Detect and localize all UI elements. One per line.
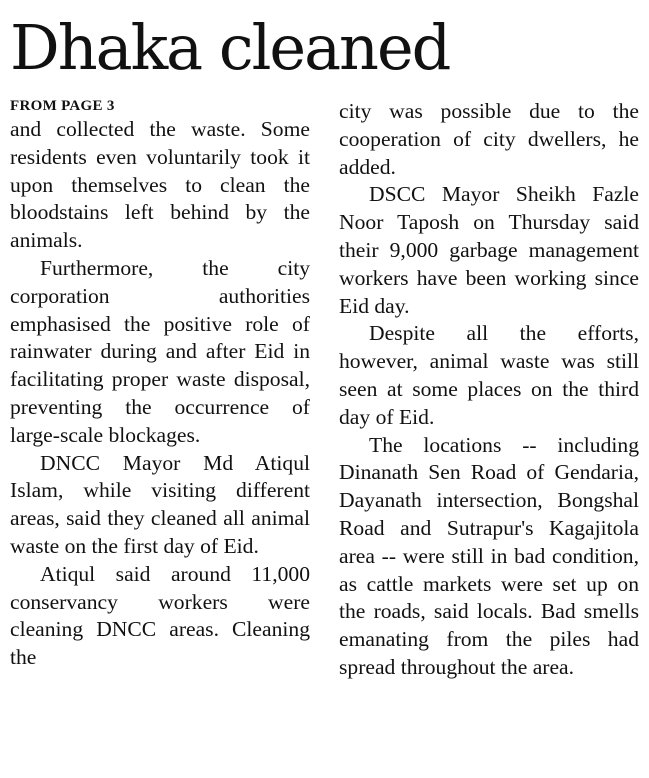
article-column-right [339, 98, 639, 682]
paragraph: Despite all the efforts, however, animal waste was still seen at some places on the third day of Eid. [339, 321, 639, 429]
paragraph: Furthermore, the city corporation authorities emphasised the positive role of rainwater during and after Eid in facilitating proper waste disposal, preventing the occurrence of large-scale blockages. [10, 255, 310, 447]
paragraph: Atiqul said around 11,000 conservancy workers were cleaning DNCC areas. Cleaning the [10, 561, 310, 670]
paragraph: DNCC Mayor Md Atiqul Islam, while visiting different areas, said they cleaned all animal waste on the first day of Eid. [10, 450, 310, 558]
paragraph: and collected the waste. Some residents even voluntarily took it upon themselves to clean the bloodstains left behind by the animals. [10, 117, 310, 253]
paragraph: city was possible due to the cooperation of city dwellers, he added. [339, 99, 639, 179]
jump-line: FROM PAGE 3 [10, 98, 115, 114]
paragraph: The locations -- including Dinanath Sen Road of Gendaria, Dayanath intersection, Bongshal Road and Sutrapur's Kagajitola area -- were still in bad condition, as cattle markets were set up on the roads, said locals. Bad smells emanating from the piles had spread throughout the area. [339, 432, 639, 679]
headline: Dhaka cleaned [10, 11, 450, 84]
article-column-left [10, 96, 310, 672]
paragraph: DSCC Mayor Sheikh Fazle Noor Taposh on Thursday said their 9,000 garbage management workers have been working since Eid day. [339, 182, 639, 318]
